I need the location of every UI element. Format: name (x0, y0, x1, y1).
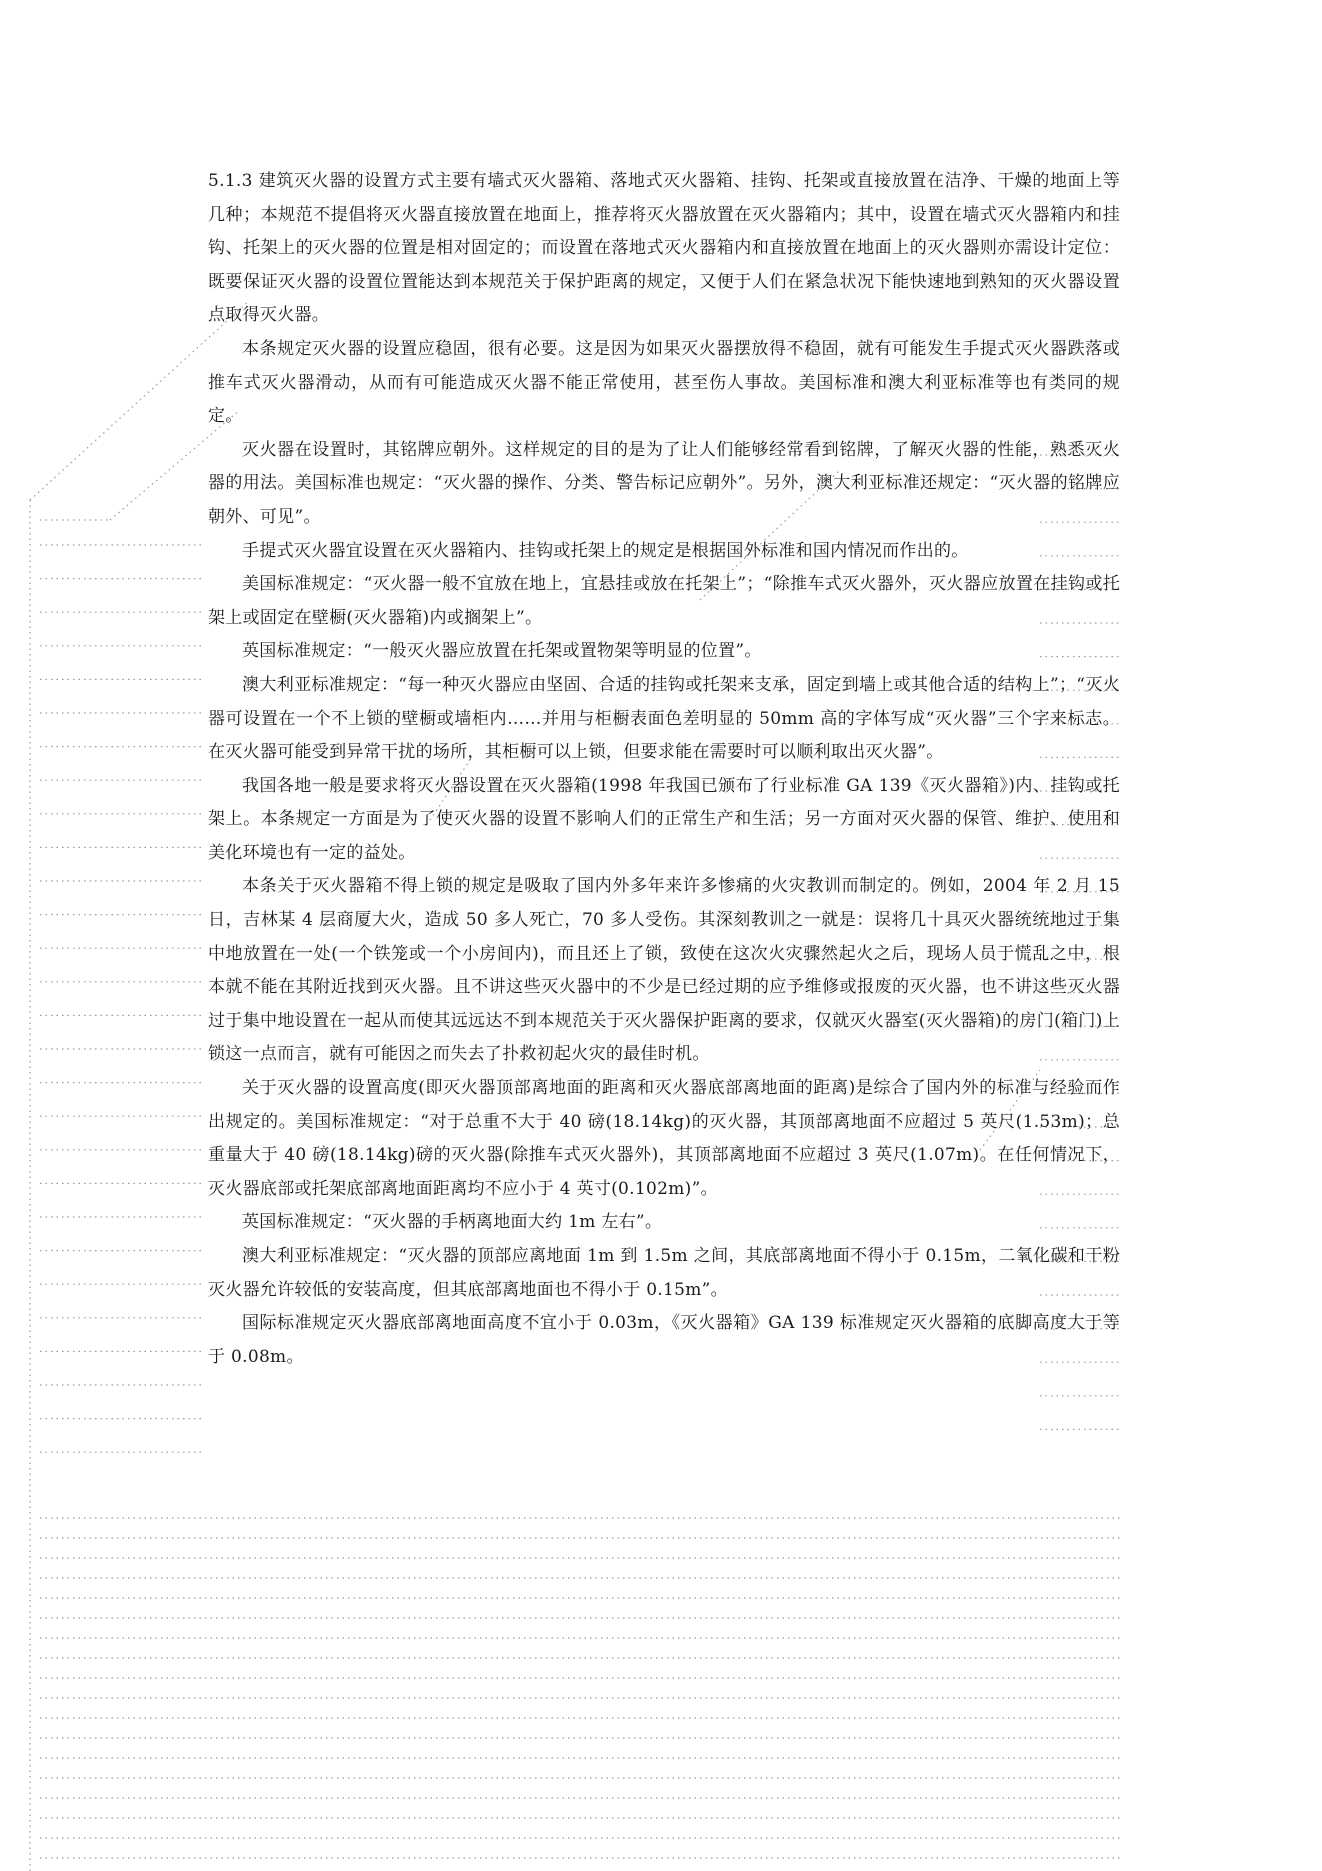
paragraph-5-1-3: 5.1.3 建筑灭火器的设置方式主要有墙式灭火器箱、落地式灭火器箱、挂钩、托架或直接放置在洁净、干燥的地面上等几种；本规范不提倡将灭火器直接放置在地面上，推荐将灭火器放置在灭火器箱内；其中，设置在墙式灭火器箱内和挂钩、托架上的灭火器的位置是相对固定的；而设置在落地式灭火器箱内和直接放置在地面上的灭火器则亦需设计定位：既要保证灭火器的设置位置能达到本规范关于保护距离的规定，又便于人们在紧急状况下能快速地到熟知的灭火器设置点取得灭火器。 (208, 171, 1121, 326)
paragraph: 美国标准规定：“灭火器一般不宜放在地上，宜悬挂或放在托架上”；“除推车式灭火器外，灭火器应放置在挂钩或托架上或固定在壁橱(灭火器箱)内或搁架上”。 (208, 574, 1120, 628)
paragraph: 手提式灭火器宜设置在灭火器箱内、挂钩或托架上的规定是根据国外标准和国内情况而作出的。 (242, 540, 969, 561)
paragraph: 本条关于灭火器箱不得上锁的规定是吸取了国内外多年来许多惨痛的火灾教训而制定的。例如，2004 年 2 月 15 日，吉林某 4 层商厦大火，造成 50 多人死亡，70 多人受伤。其深刻教训之一就是：误将几十具灭火器统统地过于集中地放置在一处(一个铁笼或一个小房间内)，而且还上了锁，致使在这次火灾骤然起火之后，现场人员于慌乱之中，根本就不能在其附近找到灭火器。且不讲这些灭火器中的不少是已经过期的应予维修或报废的灭火器，也不讲这些灭火器过于集中地设置在一起从而使其远远达不到本规范关于灭火器保护距离的要求，仅就灭火器室(灭火器箱)的房门(箱门)上锁这一点而言，就有可能因之而失去了扑救初起火灾的最佳时机。 (208, 876, 1120, 1065)
paragraph: 澳大利亚标准规定：“灭火器的顶部应离地面 1m 到 1.5m 之间，其底部离地面不得小于 0.15m，二氧化碳和干粉灭火器允许较低的安装高度，但其底部离地面也不得小于 0.15m”。 (208, 1246, 1120, 1300)
paragraph: 关于灭火器的设置高度(即灭火器顶部离地面的距离和灭火器底部离地面的距离)是综合了国内外的标准与经验而作出规定的。美国标准规定：“对于总重不大于 40 磅(18.14kg)的灭火器，其顶部离地面不应超过 5 英尺(1.53m)；总重量大于 40 磅(18.14kg)磅的灭火器(除推车式灭火器外)，其顶部离地面不应超过 3 英尺(1.07m)。在任何情况下，灭火器底部或托架底部离地面距离均不应小于 4 英寸(0.102m)”。 (208, 1078, 1120, 1199)
paragraph: 澳大利亚标准规定：“每一种灭火器应由坚固、合适的挂钩或托架来支承，固定到墙上或其他合适的结构上”；“灭火器可设置在一个不上锁的壁橱或墙柜内……并用与柜橱表面色差明显的 50mm 高的字体写成“灭火器”三个字来标志。在灭火器可能受到异常干扰的场所，其柜橱可以上锁，但要求能在需要时可以顺利取出灭火器”。 (208, 674, 1120, 763)
paragraph: 国际标准规定灭火器底部离地面高度不宜小于 0.03m，《灭火器箱》GA 139 标准规定灭火器箱的底脚高度大于等于 0.08m。 (208, 1313, 1120, 1367)
paragraph: 英国标准规定：“灭火器的手柄离地面大约 1m 左右”。 (242, 1212, 663, 1233)
paragraph: 本条规定灭火器的设置应稳固，很有必要。这是因为如果灭火器摆放得不稳固，就有可能发生手提式灭火器跌落或推车式灭火器滑动，从而有可能造成灭火器不能正常使用，甚至伤人事故。美国标准和澳大利亚标准等也有类同的规定。 (208, 338, 1120, 427)
paragraph: 灭火器在设置时，其铭牌应朝外。这样规定的目的是为了让人们能够经常看到铭牌，了解灭火器的性能，熟悉灭火器的用法。美国标准也规定：“灭火器的操作、分类、警告标记应朝外”。另外，澳大利亚标准还规定：“灭火器的铭牌应朝外、可见”。 (208, 439, 1120, 527)
document-body (208, 165, 1120, 1374)
paragraph: 我国各地一般是要求将灭火器设置在灭火器箱(1998 年我国已颁布了行业标准 GA 139《灭火器箱》)内、挂钩或托架上。本条规定一方面是为了使灭火器的设置不影响人们的正常生产和生活；另一方面对灭火器的保管、维护、使用和美化环境也有一定的益处。 (208, 775, 1120, 863)
paragraph: 英国标准规定：“一般灭火器应放置在托架或置物架等明显的位置”。 (242, 641, 762, 662)
